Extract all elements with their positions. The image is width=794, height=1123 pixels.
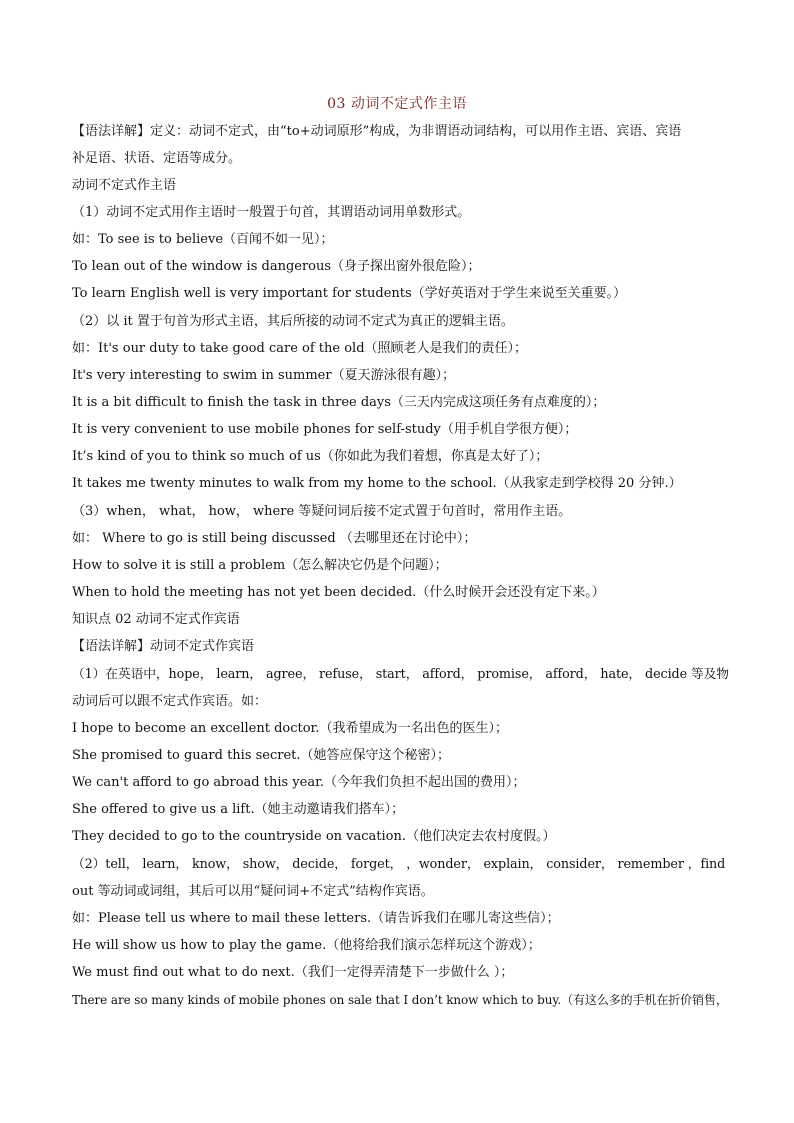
text-line: It’s kind of you to think so much of us（你如此为我们着想，你真是太好了）； — [72, 449, 549, 464]
text-line: To learn English well is very important for students（学好英语对于学生来说至关重要。） — [72, 286, 627, 301]
text-line: I hope to become an excellent doctor.（我希望成为一名出色的医生）； — [72, 721, 508, 736]
text-line: （1）在英语中，hope， learn， agree， refuse， start， afford， promise， afford， hate， decide 等及物 — [72, 667, 729, 682]
text-line: 【语法详解】动词不定式作宾语 — [72, 639, 255, 654]
section-title: 03 动词不定式作主语 — [327, 96, 467, 112]
text-line: He will show us how to play the game.（他将给我们演示怎样玩这个游戏）； — [72, 938, 541, 953]
knowledge-point-heading: 知识点 02 动词不定式作宾语 — [72, 612, 240, 627]
text-line: It is very convenient to use mobile phones for self-study（用手机自学很方便）； — [72, 422, 578, 437]
text-line: She offered to give us a lift.（她主动邀请我们搭车）； — [72, 802, 405, 817]
text-line: There are so many kinds of mobile phones on sale that I don’t know which to buy.（有这么多的手机在折价销售， — [72, 993, 728, 1007]
text-line: （2）以 it 置于句首为形式主语，其后所接的动词不定式为真正的逻辑主语。 — [72, 314, 514, 329]
text-line: 如：To see is to believe（百闻不如一见）； — [72, 232, 334, 247]
text-line: 【语法详解】定义：动词不定式，由“to+动词原形”构成，为非谓语动词结构，可以用作主语、宾语、宾语 — [72, 124, 682, 139]
text-line: She promised to guard this secret.（她答应保守这个秘密）； — [72, 748, 451, 763]
text-line: We can't afford to go abroad this year.（今年我们负担不起出国的费用）； — [72, 775, 526, 790]
text-line: （1）动词不定式用作主语时一般置于句首，其谓语动词用单数形式。 — [72, 205, 471, 220]
text-line: How to solve it is still a problem（怎么解决它仍是个问题）； — [72, 558, 448, 573]
text-line: 如：It's our duty to take good care of the old（照顾老人是我们的责任）； — [72, 341, 528, 356]
text-line: （3）when， what， how， where 等疑问词后接不定式置于句首时，常用作主语。 — [72, 504, 572, 519]
text-line: 如： Where to go is still being discussed （去哪里还在讨论中）； — [72, 531, 477, 546]
text-line: out 等动词或词组，其后可以用“疑问词+不定式”结构作宾语。 — [72, 884, 434, 899]
text-line: It is a bit difficult to finish the task in three days（三天内完成这项任务有点难度的）； — [72, 395, 606, 410]
text-line: （2）tell， learn， know， show， decide， forget， ，wonder， explain， consider， remember ，find — [72, 857, 726, 872]
text-line: It takes me twenty minutes to walk from my home to the school.（从我家走到学校得 20 分钟.） — [72, 476, 682, 491]
text-line: We must find out what to do next.（我们一定得弄清楚下一步做什么 ）； — [72, 965, 514, 980]
text-line: 动词不定式作主语 — [72, 178, 177, 193]
text-line: It's very interesting to swim in summer（夏天游泳很有趣）； — [72, 368, 456, 383]
text-line: 如：Please tell us where to mail these letters.（请告诉我们在哪儿寄这些信）； — [72, 911, 560, 926]
text-line: They decided to go to the countryside on vacation.（他们决定去农村度假。） — [72, 829, 556, 844]
text-line: When to hold the meeting has not yet been decided.（什么时候开会还没有定下来。） — [72, 585, 605, 600]
text-line: 补足语、状语、定语等成分。 — [72, 151, 242, 166]
text-line: To lean out of the window is dangerous（身子探出窗外很危险）； — [72, 259, 481, 274]
text-line: 动词后可以跟不定式作宾语。如： — [72, 694, 268, 709]
